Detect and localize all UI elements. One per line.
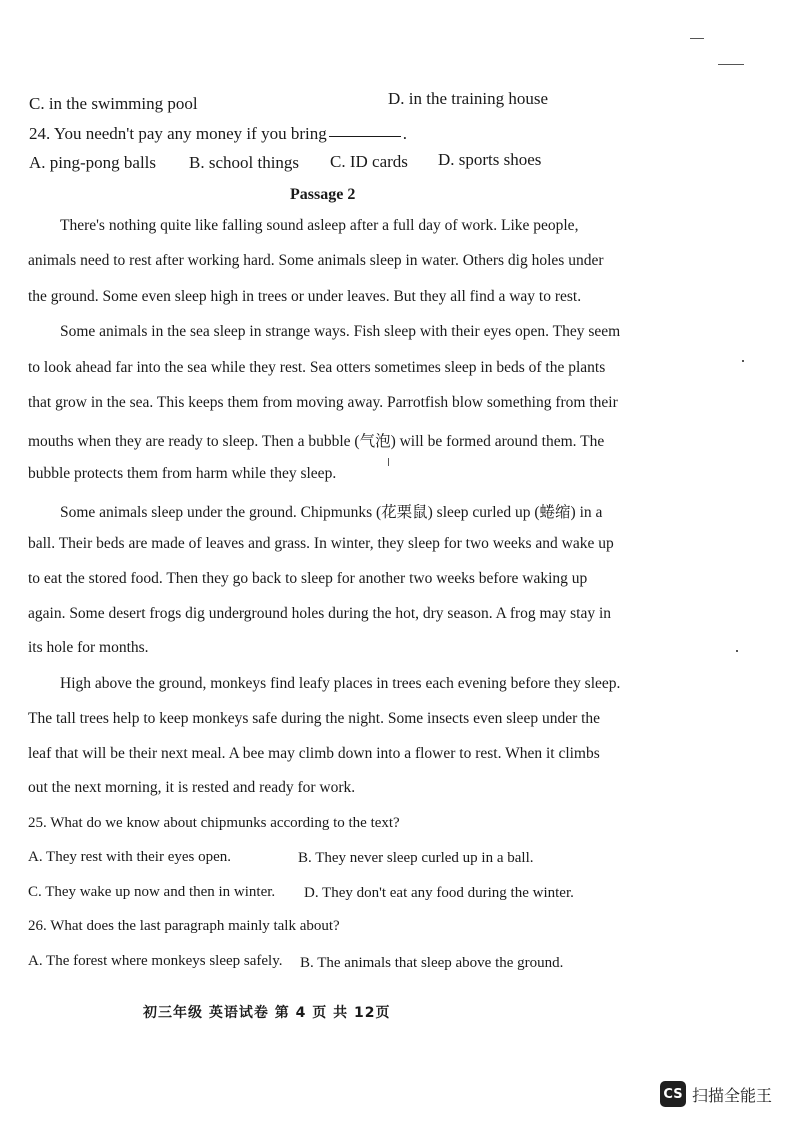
camscanner-label: 扫描全能王 (692, 1085, 773, 1105)
scan-speck (718, 64, 744, 65)
q26-option-a: A. The forest where monkeys sleep safely. (28, 953, 283, 969)
passage-line: There's nothing quite like falling sound asleep after a full day of work. Like people, (60, 217, 579, 234)
q24-option-a: A. ping-pong balls (29, 153, 157, 172)
passage-line: out the next morning, it is rested and ready for work. (28, 779, 356, 796)
passage-line: animals need to rest after working hard. Some animals sleep in water. Others dig holes under (28, 252, 604, 269)
page-footer: 初三年级 英语试卷 第 4 页 共 12页 (143, 1005, 391, 1021)
camscanner-logo-icon: CS (660, 1081, 686, 1107)
q24-stem (29, 124, 407, 144)
q26-stem: 26. What does the last paragraph mainly talk about? (28, 918, 340, 934)
q25-option-c: C. They wake up now and then in winter. (28, 884, 276, 900)
answer-blank (329, 135, 401, 137)
q25-stem: 25. What do we know about chipmunks according to the text? (28, 815, 400, 831)
passage-line: High above the ground, monkeys find leafy places in trees each evening before they sleep. (60, 675, 621, 692)
q24-option-c: C. ID cards (330, 152, 408, 171)
scan-speck (742, 360, 744, 362)
scan-speck (736, 650, 738, 652)
passage-line: The tall trees help to keep monkeys safe during the night. Some insects even sleep under the (28, 710, 601, 727)
passage-line: leaf that will be their next meal. A bee may climb down into a flower to rest. When it climbs (28, 745, 600, 762)
q25-option-a: A. They rest with their eyes open. (28, 849, 232, 865)
scan-speck (690, 38, 704, 39)
q25-option-d: D. They don't eat any food during the winter. (304, 885, 574, 901)
passage-line: Some animals in the sea sleep in strange ways. Fish sleep with their eyes open. They seem (60, 323, 621, 340)
q24-stem-text: 24. You needn't pay any money if you bring (29, 124, 327, 143)
passage-line: bubble protects them from harm while they sleep. (28, 465, 337, 482)
passage-line: to eat the stored food. Then they go back to sleep for another two weeks before waking up (28, 570, 588, 587)
passage-line: again. Some desert frogs dig underground holes during the hot, dry season. A frog may stay in (28, 605, 612, 622)
passage-line: ball. Their beds are made of leaves and grass. In winter, they sleep for two weeks and wake up (28, 535, 614, 552)
scan-speck (388, 458, 389, 466)
q25-option-b: B. They never sleep curled up in a ball. (298, 850, 534, 866)
q26-option-b: B. The animals that sleep above the ground. (300, 955, 564, 971)
q24-option-b: B. school things (189, 153, 300, 172)
passage-line: mouths when they are ready to sleep. Then a bubble (气泡) will be formed around them. The (28, 433, 605, 450)
passage-line: the ground. Some even sleep high in trees or under leaves. But they all find a way to rest. (28, 288, 582, 305)
passage-line: its hole for months. (28, 639, 149, 656)
passage-title: Passage 2 (290, 186, 356, 203)
q23-option-d: D. in the training house (388, 89, 549, 108)
q23-option-c: C. in the swimming pool (29, 94, 198, 113)
passage-line: Some animals sleep under the ground. Chipmunks (花栗鼠) sleep curled up (蜷缩) in a (60, 504, 603, 521)
camscanner-watermark (660, 1081, 772, 1107)
passage-line: to look ahead far into the sea while they rest. Sea otters sometimes sleep in beds of the plants (28, 359, 606, 376)
passage-line: that grow in the sea. This keeps them from moving away. Parrotfish blow something from their (28, 394, 618, 411)
q24-option-d: D. sports shoes (438, 150, 542, 169)
q24-stem-end: . (402, 124, 407, 143)
